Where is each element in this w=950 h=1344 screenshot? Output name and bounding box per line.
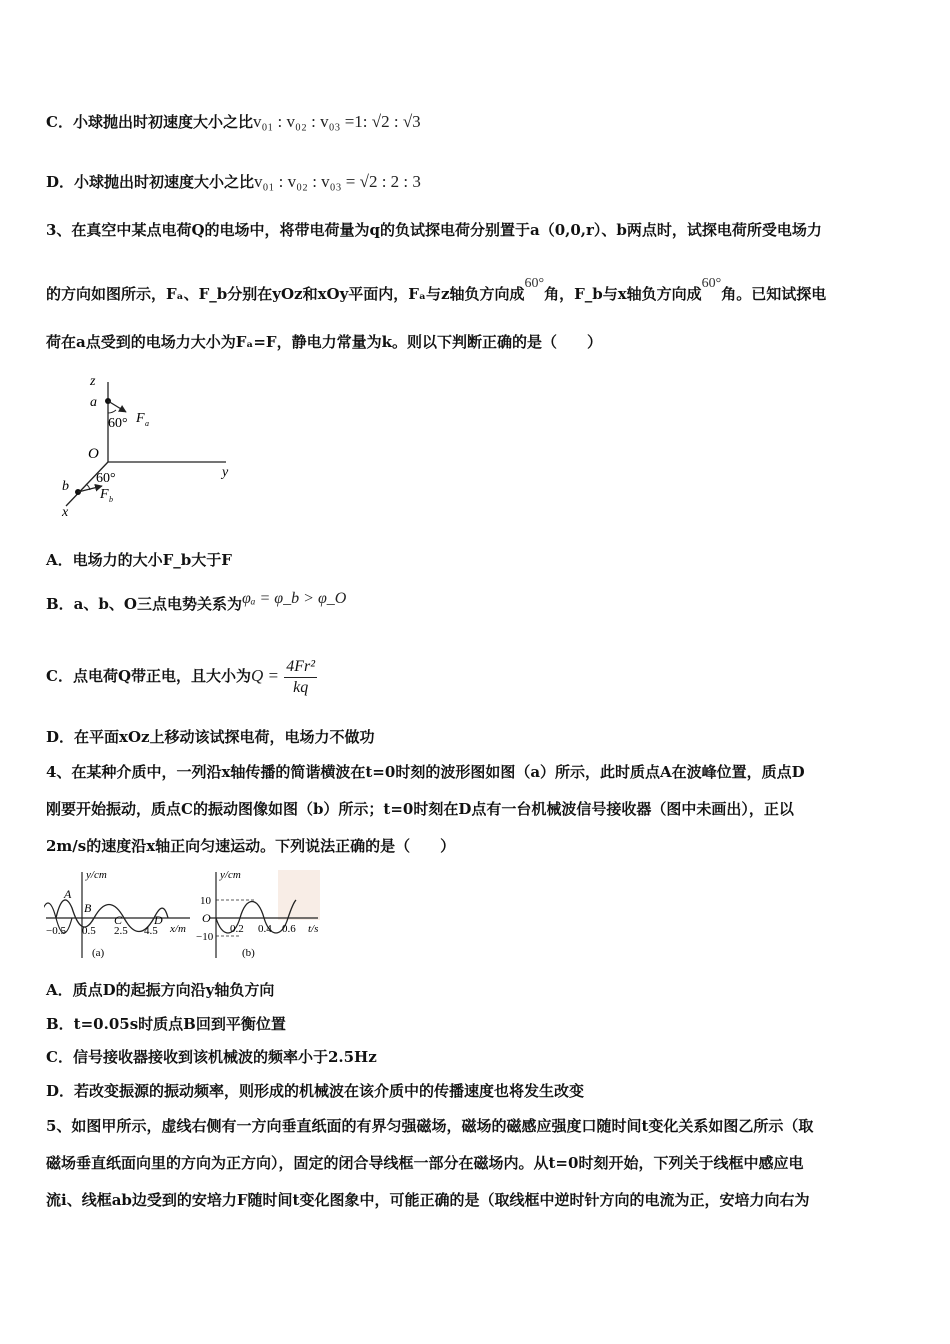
q3-coordinate-figure — [50, 370, 240, 520]
q4-option-b: B．t=0.05s时质点B回到平衡位置 — [46, 1015, 286, 1033]
label-angle-a: 60° — [108, 416, 128, 431]
fig-a-xlabel: x/m — [170, 923, 186, 935]
label-fa-sub: a — [145, 419, 149, 428]
fig-a-tick-1: −0.5 — [46, 925, 66, 937]
q2-option-d-text: D．小球抛出时初速度大小之比 — [46, 173, 255, 191]
q3-option-b-text: B．a、b、O三点电势关系为 — [46, 595, 242, 613]
q3-stem-line-3: 荷在a点受到的电场力大小为Fₐ=F，静电力常量为k。则以下判断正确的是（ ） — [46, 333, 602, 351]
fig-a-label-C: C — [114, 913, 123, 927]
q3-stem-line-2a: 的方向如图所示，Fₐ、F_b分别在yOz和xOy平面内，Fₐ与z轴负方向成 — [46, 285, 525, 303]
q5-stem-line-3: 流i、线框ab边受到的安培力F随时间t变化图象中，可能正确的是（取线框中逆时针方向的电流为正，安培力向右为 — [46, 1191, 810, 1209]
fig-b-tick-2: 0.4 — [258, 923, 272, 935]
label-fb-sub: b — [109, 495, 113, 504]
label-y: y — [222, 465, 229, 480]
q2-option-c-math: v₀₁ : v₀₂ : v₀₃ =1: √2 : √3 — [252, 112, 421, 131]
label-x: x — [62, 505, 69, 520]
label-z: z — [90, 374, 96, 389]
q4-vibration-figure-b — [196, 866, 326, 966]
label-b: b — [62, 479, 69, 494]
q3-option-c-text: C．点电荷Q带正电，且大小为 — [46, 667, 252, 685]
fig-b-stain — [278, 870, 320, 920]
fig-b-tick-1: 0.2 — [230, 923, 244, 935]
fig-a-label-B: B — [84, 901, 92, 915]
q3-option-b-math: φₐ = φ_b > φ_O — [241, 590, 347, 607]
fig-a-label-A: A — [64, 887, 72, 901]
fig-a-tick-2: 0.5 — [82, 925, 96, 937]
q4-stem-line-2: 刚要开始振动，质点C的振动图像如图（b）所示；t=0时刻在D点有一台机械波信号接收器（图中未画出），正以 — [46, 800, 794, 818]
q3-option-b — [46, 590, 910, 615]
q3-option-c-lhs: Q = — [251, 666, 280, 685]
label-angle-b: 60° — [96, 471, 116, 486]
label-origin: O — [88, 446, 99, 462]
fig-b-ytick-top: 10 — [200, 895, 211, 907]
q4-option-d: D．若改变振源的振动频率，则形成的机械波在该介质中的传播速度也将发生改变 — [46, 1082, 585, 1100]
label-fa: F — [136, 411, 145, 426]
label-fb: F — [100, 487, 109, 502]
angle-arc-a — [108, 410, 116, 413]
q3-stem-line-2 — [46, 276, 910, 306]
q3-stem-line-2c: 角。已知试探电 — [721, 285, 827, 303]
q5-stem-line-1: 5、如图甲所示，虚线右侧有一方向垂直纸面的有界匀强磁场，磁场的磁感应强度口随时间t变化关系如图乙所示（取 — [46, 1117, 814, 1135]
q4-option-a: A．质点D的起振方向沿y轴负方向 — [46, 981, 275, 999]
q2-option-d-math: v₀₁ : v₀₂ : v₀₃ = √2 : 2 : 3 — [254, 172, 421, 191]
fig-b-tick-3: 0.6 — [282, 923, 296, 935]
fig-a-label-D: D — [154, 913, 163, 927]
q5-stem-line-2: 磁场垂直纸面向里的方向为正方向），固定的闭合导线框一部分在磁场内。从t=0时刻开始，下列关于线框中感应电 — [46, 1154, 804, 1172]
q3-option-c-numerator: 4Fr² — [284, 657, 317, 678]
q3-angle-2: 60° — [701, 276, 722, 291]
q4-stem-line-1: 4、在某种介质中，一列沿x轴传播的简谐横波在t=0时刻的波形图如图（a）所示，此时质点A在波峰位置，质点D — [46, 763, 805, 781]
q2-option-c — [46, 112, 910, 132]
q3-option-c-fraction — [284, 657, 317, 698]
fig-b-ytick-bottom: −10 — [196, 931, 214, 943]
fig-b-ylabel: y/cm — [220, 869, 241, 881]
fig-a-tick-4: 4.5 — [144, 925, 158, 937]
fig-a-ylabel: y/cm — [86, 869, 107, 881]
q3-option-c — [46, 656, 910, 696]
q4-option-c: C．信号接收器接收到该机械波的频率小于2.5Hz — [46, 1048, 377, 1066]
q3-stem-line-1: 3、在真空中某点电荷Q的电场中，将带电荷量为q的负试探电荷分别置于a（0,0,r）、b两点时，试探电荷所受电场力 — [46, 221, 822, 239]
fig-b-xlabel: t/s — [308, 923, 319, 935]
fig-a-caption: (a) — [92, 947, 105, 959]
q3-option-c-denominator: kq — [293, 678, 309, 696]
fig-b-origin: O — [202, 911, 211, 925]
label-a: a — [90, 395, 97, 410]
q4-wave-figure-a — [44, 866, 196, 966]
q2-option-d — [46, 172, 910, 192]
force-a-arrow — [108, 401, 126, 412]
fig-b-caption: (b) — [242, 947, 255, 959]
q3-option-a: A．电场力的大小F_b大于F — [46, 551, 232, 569]
q2-option-c-text: C．小球抛出时初速度大小之比 — [46, 113, 253, 131]
q3-stem-line-2b: 角，F_b与x轴负方向成 — [544, 285, 702, 303]
q3-angle-1: 60° — [524, 276, 545, 291]
q4-stem-line-3: 2m/s的速度沿x轴正向匀速运动。下列说法正确的是（ ） — [46, 837, 456, 855]
fig-a-tick-3: 2.5 — [114, 925, 128, 937]
q3-option-d: D．在平面xOz上移动该试探电荷，电场力不做功 — [46, 728, 375, 746]
